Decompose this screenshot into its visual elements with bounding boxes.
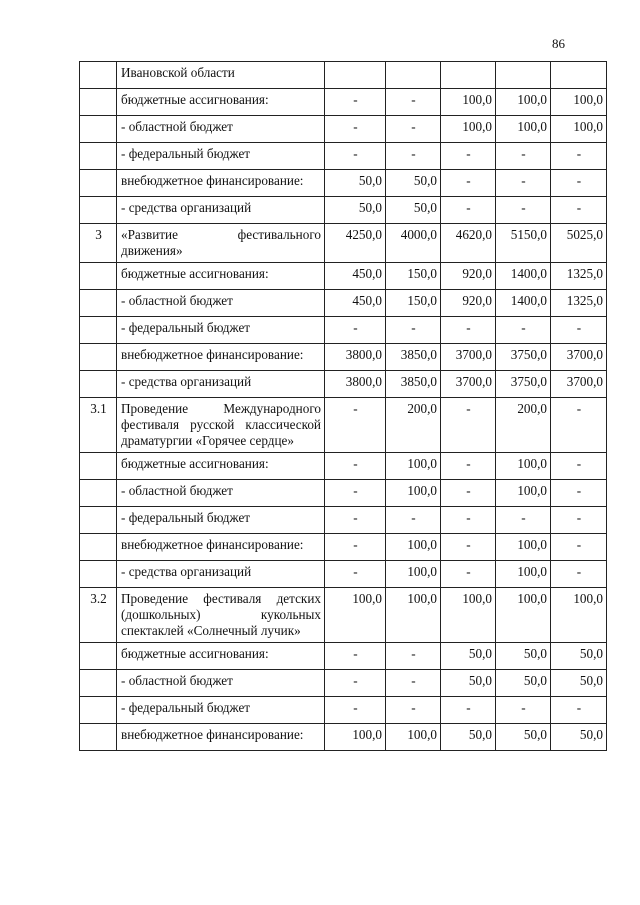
year-value-cell: - xyxy=(325,697,386,724)
year-value-cell: - xyxy=(325,89,386,116)
year-value-cell: 5150,0 xyxy=(496,224,551,263)
year-value-cell: - xyxy=(551,534,607,561)
year-value-cell: 100,0 xyxy=(386,453,441,480)
year-value-cell: - xyxy=(551,453,607,480)
table-row xyxy=(80,89,607,116)
table-body xyxy=(80,62,607,751)
year-value-cell: - xyxy=(386,89,441,116)
year-value-cell: - xyxy=(496,170,551,197)
table-row xyxy=(80,398,607,453)
year-value-cell: 920,0 xyxy=(441,263,496,290)
row-description-cell: внебюджетное финансирование: xyxy=(117,344,325,371)
year-value-cell: - xyxy=(325,398,386,453)
row-description-cell: бюджетные ассигнования: xyxy=(117,263,325,290)
table-row xyxy=(80,197,607,224)
table-row xyxy=(80,643,607,670)
year-value-cell: 100,0 xyxy=(325,724,386,751)
row-number-cell xyxy=(80,453,117,480)
year-value-cell: 5025,0 xyxy=(551,224,607,263)
row-number-cell xyxy=(80,263,117,290)
row-number-cell xyxy=(80,290,117,317)
row-description-cell: внебюджетное финансирование: xyxy=(117,170,325,197)
year-value-cell: - xyxy=(551,507,607,534)
year-value-cell: 50,0 xyxy=(325,197,386,224)
row-number-cell xyxy=(80,670,117,697)
year-value-cell: 3700,0 xyxy=(551,344,607,371)
row-description-cell: «Развитие фестивального движения» xyxy=(117,224,325,263)
table-row xyxy=(80,170,607,197)
year-value-cell: 200,0 xyxy=(496,398,551,453)
year-value-cell: 100,0 xyxy=(386,588,441,643)
year-value-cell: 3750,0 xyxy=(496,344,551,371)
row-description-cell: Проведение фестиваля детских (дошкольных) кукольных спектаклей «Солнечный лучик» xyxy=(117,588,325,643)
year-value-cell: 1400,0 xyxy=(496,290,551,317)
year-value-cell: - xyxy=(496,197,551,224)
row-description-cell: внебюджетное финансирование: xyxy=(117,724,325,751)
table-row xyxy=(80,317,607,344)
row-number-cell xyxy=(80,317,117,344)
year-value-cell: 100,0 xyxy=(441,116,496,143)
table-row xyxy=(80,263,607,290)
year-value-cell: 1325,0 xyxy=(551,290,607,317)
table-row xyxy=(80,290,607,317)
row-number-cell xyxy=(80,89,117,116)
row-description-cell: бюджетные ассигнования: xyxy=(117,89,325,116)
row-number-cell xyxy=(80,534,117,561)
row-number-cell xyxy=(80,724,117,751)
year-value-cell: - xyxy=(551,398,607,453)
row-number-cell xyxy=(80,197,117,224)
year-value-cell: 450,0 xyxy=(325,263,386,290)
year-value-cell: 50,0 xyxy=(551,643,607,670)
year-value-cell: 3700,0 xyxy=(551,371,607,398)
row-description-cell: Ивановской области xyxy=(117,62,325,89)
year-value-cell: 100,0 xyxy=(496,480,551,507)
year-value-cell: 50,0 xyxy=(496,643,551,670)
year-value-cell: 3700,0 xyxy=(441,371,496,398)
year-value-cell: 920,0 xyxy=(441,290,496,317)
row-description-cell: - областной бюджет xyxy=(117,670,325,697)
row-number-cell xyxy=(80,697,117,724)
year-value-cell: - xyxy=(441,317,496,344)
year-value-cell: - xyxy=(496,507,551,534)
table-row xyxy=(80,62,607,89)
year-value-cell: 4250,0 xyxy=(325,224,386,263)
row-description-cell: - областной бюджет xyxy=(117,290,325,317)
table-row xyxy=(80,224,607,263)
year-value-cell: 100,0 xyxy=(551,89,607,116)
year-value-cell: 450,0 xyxy=(325,290,386,317)
year-value-cell: 100,0 xyxy=(496,561,551,588)
year-value-cell: 200,0 xyxy=(386,398,441,453)
row-description-cell: - областной бюджет xyxy=(117,116,325,143)
year-value-cell xyxy=(441,62,496,89)
year-value-cell: - xyxy=(386,507,441,534)
year-value-cell: - xyxy=(325,143,386,170)
year-value-cell: 100,0 xyxy=(496,453,551,480)
year-value-cell: 100,0 xyxy=(441,588,496,643)
year-value-cell: 100,0 xyxy=(386,480,441,507)
table-row xyxy=(80,116,607,143)
table-row xyxy=(80,453,607,480)
year-value-cell: - xyxy=(325,643,386,670)
year-value-cell: 100,0 xyxy=(386,561,441,588)
table-row xyxy=(80,588,607,643)
year-value-cell: - xyxy=(441,197,496,224)
row-description-cell: - федеральный бюджет xyxy=(117,143,325,170)
year-value-cell: 3750,0 xyxy=(496,371,551,398)
table-row xyxy=(80,344,607,371)
year-value-cell: - xyxy=(441,453,496,480)
year-value-cell xyxy=(496,62,551,89)
row-description-cell: бюджетные ассигнования: xyxy=(117,453,325,480)
year-value-cell: - xyxy=(496,697,551,724)
row-description-cell: - средства организаций xyxy=(117,371,325,398)
page-number: 86 xyxy=(552,36,565,51)
year-value-cell: 150,0 xyxy=(386,263,441,290)
year-value-cell: 100,0 xyxy=(551,588,607,643)
year-value-cell: - xyxy=(325,507,386,534)
table-row xyxy=(80,371,607,398)
year-value-cell: 100,0 xyxy=(496,588,551,643)
row-description-cell: - федеральный бюджет xyxy=(117,507,325,534)
row-description-cell: - федеральный бюджет xyxy=(117,317,325,344)
row-description-cell: - средства организаций xyxy=(117,197,325,224)
row-number-cell xyxy=(80,344,117,371)
year-value-cell: 1400,0 xyxy=(496,263,551,290)
year-value-cell xyxy=(386,62,441,89)
year-value-cell: 100,0 xyxy=(325,588,386,643)
year-value-cell: - xyxy=(386,697,441,724)
row-description-cell: - областной бюджет xyxy=(117,480,325,507)
year-value-cell: - xyxy=(551,197,607,224)
row-number-cell xyxy=(80,507,117,534)
table-row xyxy=(80,480,607,507)
row-description-cell: внебюджетное финансирование: xyxy=(117,534,325,561)
row-description-cell: бюджетные ассигнования: xyxy=(117,643,325,670)
year-value-cell: - xyxy=(441,507,496,534)
year-value-cell: 150,0 xyxy=(386,290,441,317)
year-value-cell xyxy=(325,62,386,89)
year-value-cell: 3800,0 xyxy=(325,344,386,371)
row-number-cell xyxy=(80,643,117,670)
year-value-cell: - xyxy=(386,143,441,170)
row-description-cell: - федеральный бюджет xyxy=(117,697,325,724)
year-value-cell: 100,0 xyxy=(386,534,441,561)
year-value-cell: 100,0 xyxy=(496,116,551,143)
year-value-cell: 50,0 xyxy=(386,170,441,197)
year-value-cell: 50,0 xyxy=(551,670,607,697)
row-description-cell: Проведение Международного фестиваля русской классической драматургии «Горячее сердце» xyxy=(117,398,325,453)
row-number-cell xyxy=(80,143,117,170)
year-value-cell: - xyxy=(441,398,496,453)
year-value-cell: - xyxy=(441,170,496,197)
year-value-cell: 50,0 xyxy=(386,197,441,224)
budget-table xyxy=(79,61,607,751)
year-value-cell: 4620,0 xyxy=(441,224,496,263)
year-value-cell: - xyxy=(325,453,386,480)
year-value-cell: 3850,0 xyxy=(386,371,441,398)
row-number-cell: 3.2 xyxy=(80,588,117,643)
row-number-cell xyxy=(80,480,117,507)
row-description-cell: - средства организаций xyxy=(117,561,325,588)
row-number-cell xyxy=(80,561,117,588)
year-value-cell: - xyxy=(441,480,496,507)
year-value-cell: - xyxy=(441,697,496,724)
year-value-cell: 50,0 xyxy=(441,724,496,751)
year-value-cell: - xyxy=(386,643,441,670)
year-value-cell: - xyxy=(325,670,386,697)
year-value-cell: - xyxy=(551,480,607,507)
year-value-cell: - xyxy=(496,143,551,170)
year-value-cell: 50,0 xyxy=(441,670,496,697)
row-number-cell xyxy=(80,62,117,89)
row-number-cell: 3 xyxy=(80,224,117,263)
year-value-cell: 100,0 xyxy=(496,89,551,116)
row-number-cell xyxy=(80,116,117,143)
year-value-cell: 100,0 xyxy=(551,116,607,143)
year-value-cell: - xyxy=(386,116,441,143)
year-value-cell xyxy=(551,62,607,89)
year-value-cell: - xyxy=(551,170,607,197)
year-value-cell: - xyxy=(551,561,607,588)
table-row xyxy=(80,697,607,724)
year-value-cell: - xyxy=(325,317,386,344)
year-value-cell: - xyxy=(551,143,607,170)
year-value-cell: 100,0 xyxy=(386,724,441,751)
year-value-cell: - xyxy=(325,480,386,507)
year-value-cell: 50,0 xyxy=(441,643,496,670)
year-value-cell: 50,0 xyxy=(325,170,386,197)
year-value-cell: 3800,0 xyxy=(325,371,386,398)
row-number-cell: 3.1 xyxy=(80,398,117,453)
table-row xyxy=(80,561,607,588)
year-value-cell: - xyxy=(496,317,551,344)
year-value-cell: 100,0 xyxy=(496,534,551,561)
year-value-cell: - xyxy=(551,317,607,344)
year-value-cell: - xyxy=(325,116,386,143)
year-value-cell: - xyxy=(386,670,441,697)
year-value-cell: - xyxy=(551,697,607,724)
year-value-cell: - xyxy=(441,561,496,588)
year-value-cell: 1325,0 xyxy=(551,263,607,290)
year-value-cell: - xyxy=(325,534,386,561)
year-value-cell: - xyxy=(325,561,386,588)
year-value-cell: 3700,0 xyxy=(441,344,496,371)
year-value-cell: - xyxy=(441,534,496,561)
table-row xyxy=(80,507,607,534)
year-value-cell: 3850,0 xyxy=(386,344,441,371)
year-value-cell: - xyxy=(441,143,496,170)
year-value-cell: 50,0 xyxy=(496,724,551,751)
row-number-cell xyxy=(80,170,117,197)
year-value-cell: 100,0 xyxy=(441,89,496,116)
row-number-cell xyxy=(80,371,117,398)
year-value-cell: 4000,0 xyxy=(386,224,441,263)
table-row xyxy=(80,534,607,561)
table-row xyxy=(80,143,607,170)
table-row xyxy=(80,724,607,751)
year-value-cell: 50,0 xyxy=(551,724,607,751)
year-value-cell: 50,0 xyxy=(496,670,551,697)
year-value-cell: - xyxy=(386,317,441,344)
table-row xyxy=(80,670,607,697)
